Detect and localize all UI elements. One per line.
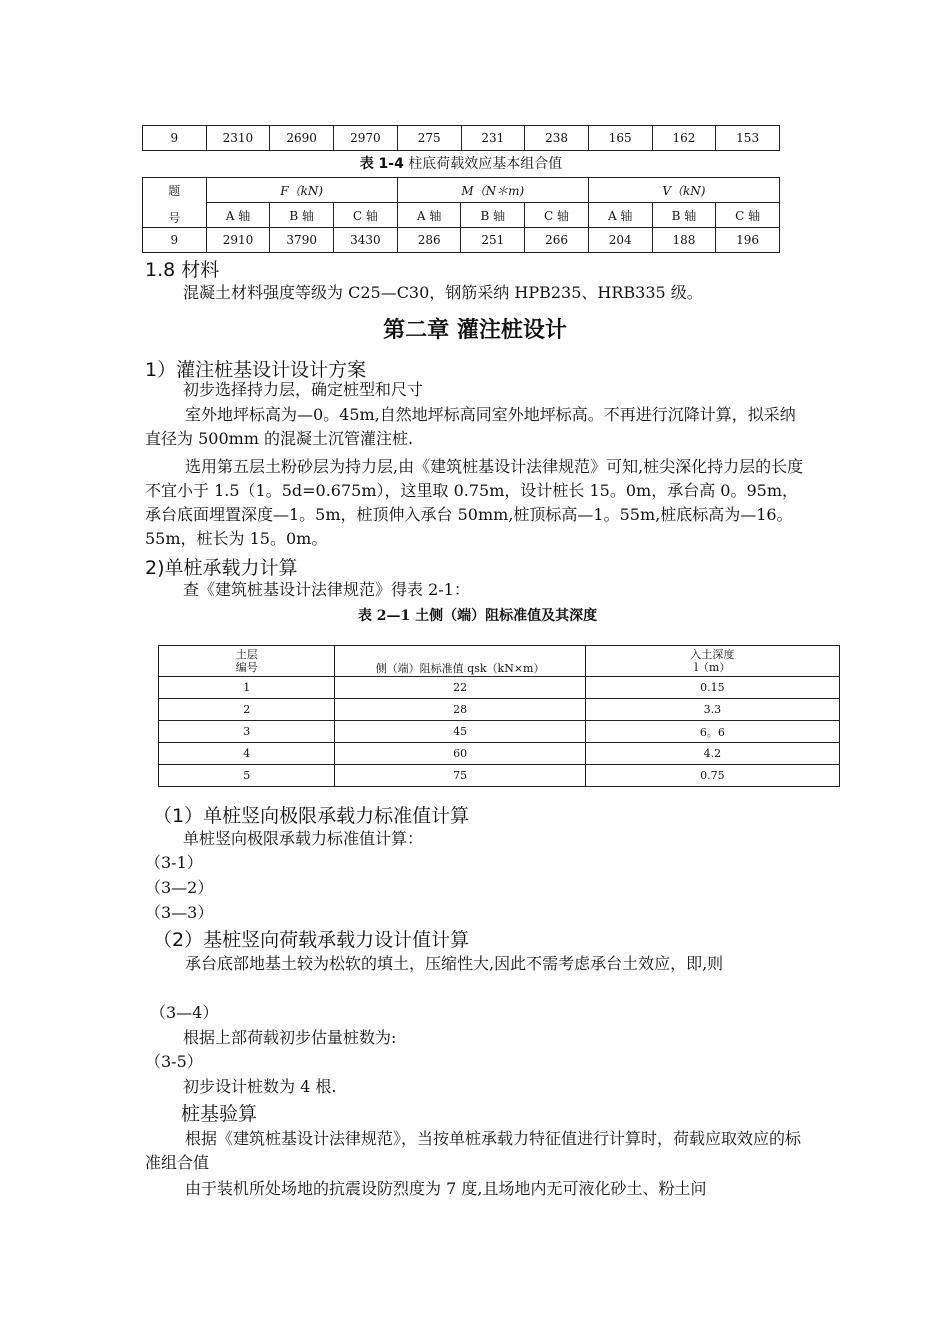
table-cell: 2910 xyxy=(206,228,270,253)
col-label-cell xyxy=(143,178,207,228)
table-cell: 3790 xyxy=(270,228,334,253)
paragraph: 初步设计桩数为 4 根. xyxy=(183,1077,337,1096)
table-cell: 3.3 xyxy=(585,699,839,721)
materials-text: 混凝土材料强度等级为 C25—C30，钢筋采纳 HPB235、HRB335 级。 xyxy=(183,283,703,302)
equation-number: （3—4） xyxy=(150,1003,219,1022)
table-cell: 6。6 xyxy=(585,721,839,743)
table-cell: 22 xyxy=(335,677,585,699)
table-cell: 165 xyxy=(588,126,652,151)
table-row xyxy=(159,743,840,765)
equation-number: （3—3） xyxy=(145,903,214,922)
paragraph: 室外地坪标高为—0。45m,自然地坪标高同室外地坪标高。不再进行沉降计算，拟采纳直径为 500mm 的混凝土沉管灌注桩. xyxy=(145,405,796,448)
axis-header: A 轴 xyxy=(588,203,652,228)
table-row xyxy=(143,228,780,253)
table-cell: 204 xyxy=(588,228,652,253)
table-cell: 4.2 xyxy=(585,743,839,765)
table-cell: 188 xyxy=(652,228,716,253)
table-cell: 9 xyxy=(143,126,207,151)
table-cell: 238 xyxy=(525,126,589,151)
axis-header: B 轴 xyxy=(270,203,334,228)
table-row xyxy=(159,765,840,787)
group-header-v: V（kN) xyxy=(588,178,779,203)
caption-number: 表 1-4 xyxy=(359,156,404,172)
table-cell: 0.75 xyxy=(585,765,839,787)
table-cell: 4 xyxy=(159,743,335,765)
table-cell: 286 xyxy=(397,228,461,253)
caption-text: 柱底荷载效应基本组合值 xyxy=(408,156,563,172)
table-cell: 231 xyxy=(461,126,525,151)
section-heading-capacity: 2)单桩承载力计算 xyxy=(145,557,298,579)
subsection-heading-ultimate: （1）单桩竖向极限承载力标准值计算 xyxy=(153,805,470,827)
header-cell-layer: 土层 编号 xyxy=(159,646,335,677)
table-cell: 28 xyxy=(335,699,585,721)
table-cell: 266 xyxy=(525,228,589,253)
table-cell: 60 xyxy=(335,743,585,765)
paragraph: 单桩竖向极限承载力标准值计算： xyxy=(183,829,424,848)
axis-header: A 轴 xyxy=(206,203,270,228)
header-cell-resistance: 侧（端）阻标准值 qsk（kN×m） xyxy=(335,646,585,677)
equation-number: （3-5） xyxy=(145,1052,203,1071)
group-header-f: F（kN) xyxy=(206,178,397,203)
table-cell: 1 xyxy=(159,677,335,699)
table-cell: 2 xyxy=(159,699,335,721)
chapter-title: 第二章 灌注桩设计 xyxy=(383,318,567,343)
table-header-row xyxy=(159,646,840,677)
subsection-heading-design-value: （2）基桩竖向荷载承载力设计值计算 xyxy=(153,929,470,951)
paragraph: 初步选择持力层，确定桩型和尺寸 xyxy=(183,380,424,399)
header-cell-depth: 入土深度 l（m） xyxy=(585,646,839,677)
table-row xyxy=(143,126,780,151)
table-cell: 3 xyxy=(159,721,335,743)
paragraph: 由于装机所处场地的抗震设防烈度为 7 度,且场地内无可液化砂土、粉土问 xyxy=(185,1179,707,1198)
table-cell: 196 xyxy=(716,228,780,253)
section-heading-pile-check: 桩基验算 xyxy=(181,1103,258,1125)
axis-header: B 轴 xyxy=(461,203,525,228)
table-cell: 2310 xyxy=(206,126,270,151)
col-label-bottom: 号 xyxy=(168,211,181,225)
paragraph: 查《建筑桩基设计法律规范》得表 2-1： xyxy=(183,580,470,599)
table-row xyxy=(159,699,840,721)
table-row xyxy=(159,721,840,743)
col-label-top: 题 xyxy=(168,184,181,198)
table-cell: 275 xyxy=(397,126,461,151)
table-cell: 162 xyxy=(652,126,716,151)
group-header-m: M（N＊m) xyxy=(397,178,588,203)
table-cell: 9 xyxy=(143,228,207,253)
table-cell: 153 xyxy=(716,126,780,151)
axis-header: B 轴 xyxy=(652,203,716,228)
axis-header: C 轴 xyxy=(525,203,589,228)
table-2-1 xyxy=(158,645,840,787)
paragraph: 选用第五层土粉砂层为持力层,由《建筑桩基设计法律规范》可知,桩尖深化持力层的长度不宜小于 1.5（1。5d=0.675m），这里取 0.75m，设计桩长 15。0m，承台高 0。95m，承台底面埋置深度—1。5m，桩顶伸入承台 50mm,桩顶标高—1。55m,桩底标高为—16。55m，桩长为 15。0m。 xyxy=(145,457,804,548)
axis-header-row xyxy=(143,203,780,228)
section-heading-materials: 1.8 材料 xyxy=(145,259,220,281)
paragraph: 根据上部荷载初步估量桩数为: xyxy=(183,1028,397,1047)
table-cell: 251 xyxy=(461,228,525,253)
table-cell: 5 xyxy=(159,765,335,787)
table-cell: 45 xyxy=(335,721,585,743)
axis-header: A 轴 xyxy=(397,203,461,228)
table-1-3-tail xyxy=(142,125,780,151)
table-row xyxy=(159,677,840,699)
equation-number: （3—2） xyxy=(145,878,214,897)
table-cell: 2690 xyxy=(270,126,334,151)
paragraph: 根据《建筑桩基设计法律规范》，当按单桩承载力特征值进行计算时，荷载应取效应的标准组合值 xyxy=(145,1129,802,1172)
table-1-4-caption xyxy=(142,153,780,173)
table-2-1-caption: 表 2—1 土侧（端）阻标准值及其深度 xyxy=(357,608,598,624)
table-header-row xyxy=(143,178,780,203)
table-cell: 0.15 xyxy=(585,677,839,699)
table-cell: 3430 xyxy=(334,228,398,253)
table-1-4 xyxy=(142,177,780,253)
section-heading-scheme: 1）灌注桩基设计设计方案 xyxy=(145,359,367,381)
axis-header: C 轴 xyxy=(716,203,780,228)
axis-header: C 轴 xyxy=(334,203,398,228)
equation-number: （3-1） xyxy=(145,853,203,872)
table-cell: 2970 xyxy=(334,126,398,151)
table-cell: 75 xyxy=(335,765,585,787)
paragraph: 承台底部地基土较为松软的填土，压缩性大,因此不需考虑承台土效应，即,则 xyxy=(185,954,724,973)
